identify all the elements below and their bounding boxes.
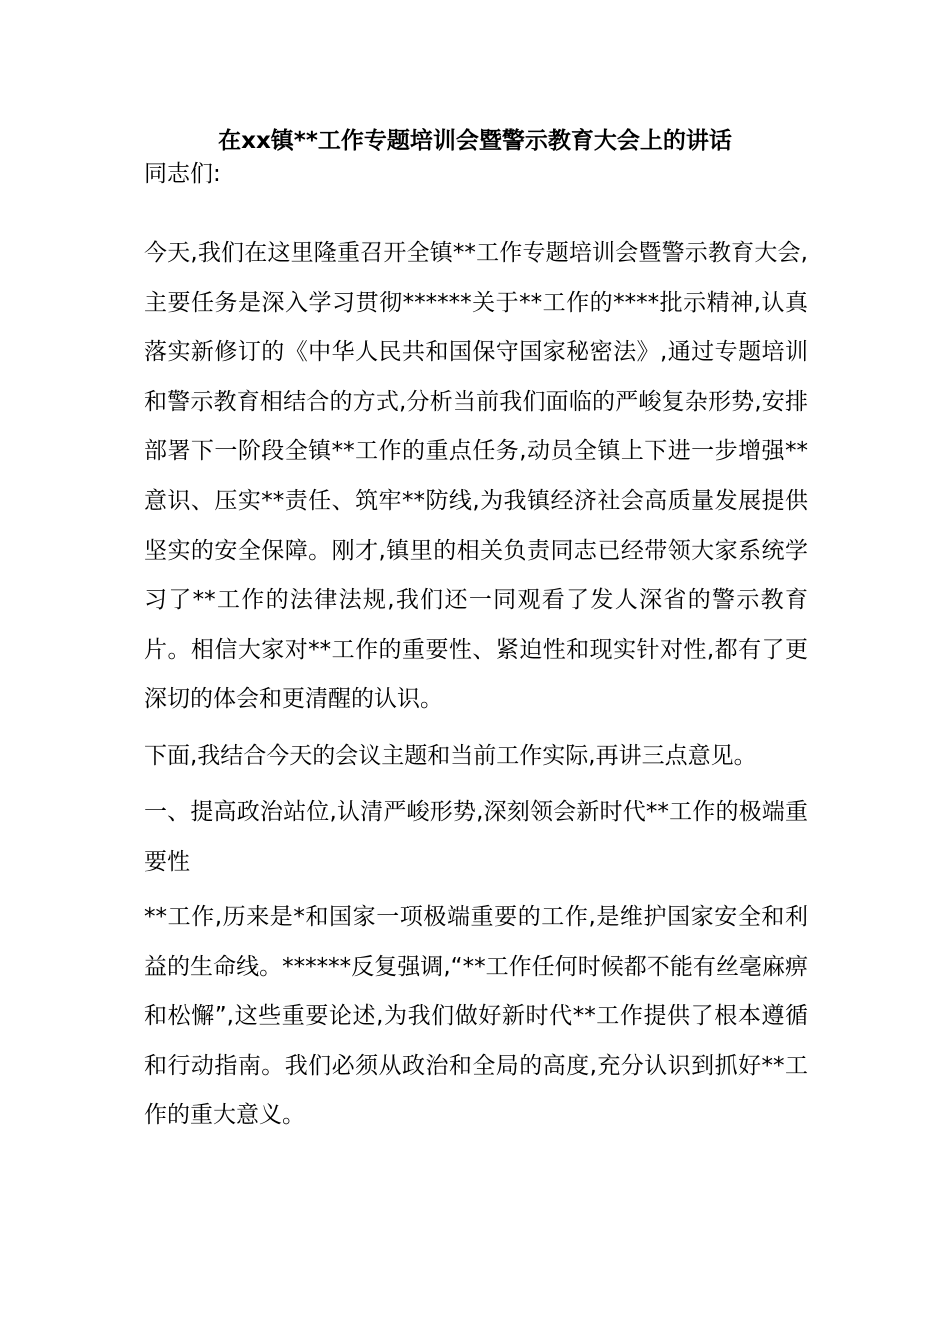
section-heading-1: 一、提高政治站位,认清严峻形势,深刻领会新时代**工作的极端重要性 [144,799,808,875]
greeting: 同志们: [144,161,221,187]
section-1-paragraph: **工作,历来是*和国家一项极端重要的工作,是维护国家安全和利益的生命线。******反复强调,“**工作任何时候都不能有丝毫麻痹和松懈”,这些重要论述,为我们做好新时代**工作提供了根本遵循和行动指南。我们必须从政治和全局的高度,充分认识到抓好**工作的重大意义。 [144,904,808,1129]
transition-paragraph: 下面,我结合今天的会议主题和当前工作实际,再讲三点意见。 [144,743,757,769]
opening-paragraph: 今天,我们在这里隆重召开全镇**工作专题培训会暨警示教育大会,主要任务是深入学习贯彻******关于**工作的****批示精神,认真落实新修订的《中华人民共和国保守国家秘密法》,通过专题培训和警示教育相结合的方式,分析当前我们面临的严峻复杂形势,安排部署下一阶段全镇**工作的重点任务,动员全镇上下进一步增强**意识、压实**责任、筑牢**防线,为我镇经济社会高质量发展提供坚实的安全保障。刚才,镇里的相关负责同志已经带领大家系统学习了**工作的法律法规,我们还一同观看了发人深省的警示教育片。相信大家对**工作的重要性、紧迫性和现实针对性,都有了更深切的体会和更清醒的认识。 [144,240,808,713]
document-title: 在xx镇**工作专题培训会暨警示教育大会上的讲话 [218,128,732,154]
